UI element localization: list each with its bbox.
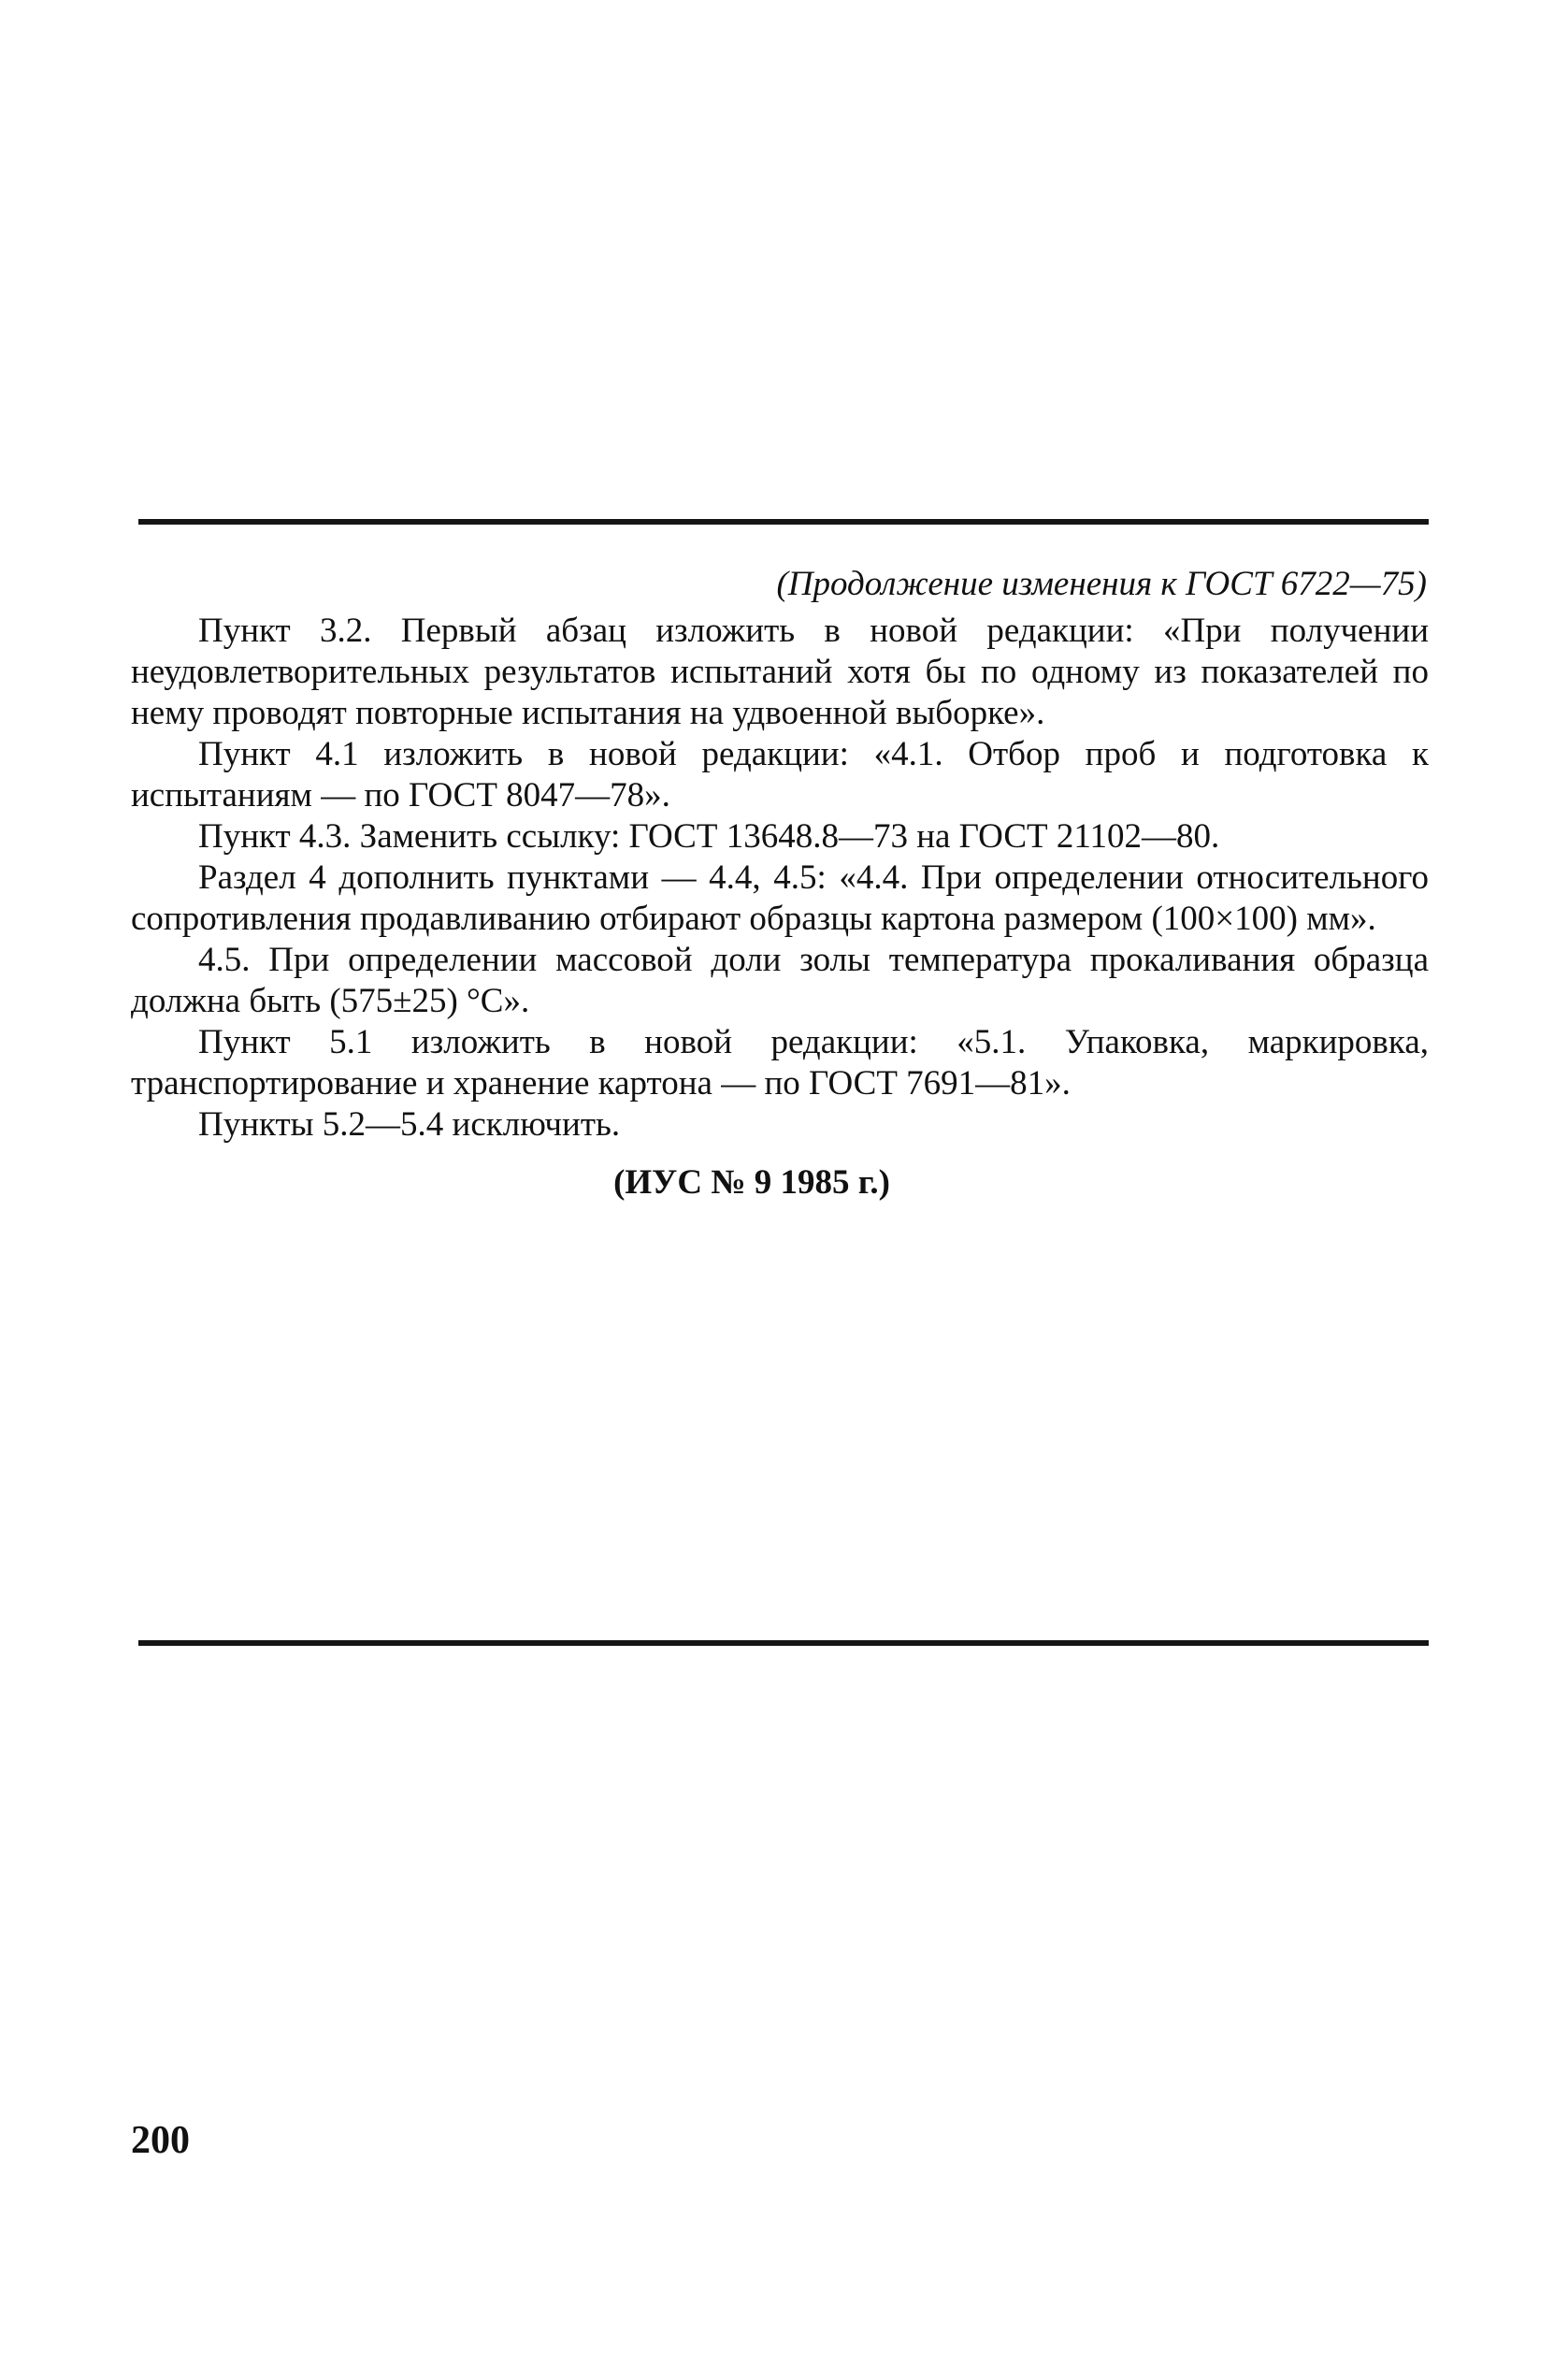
paragraph-5-1: Пункт 5.1 изложить в новой редакции: «5.1. Упаковка, маркировка, транспортирование и хранение картона — по ГОСТ 7691—81». [131, 1023, 1429, 1103]
top-rule [138, 519, 1429, 525]
amendment-text [131, 564, 1429, 1204]
bottom-rule [138, 1640, 1429, 1646]
ius-reference: (ИУС № 9 1985 г.) [613, 1163, 890, 1202]
paragraph-4-3: Пункт 4.3. Заменить ссылку: ГОСТ 13648.8—73 на ГОСТ 21102—80. [198, 817, 1220, 856]
paragraph-3-2: Пункт 3.2. Первый абзац изложить в новой редакции: «При получении неудовлетворительных результатов испытаний хотя бы по одному из показателей по нему проводят повторные испытания на удвоенной выборке». [131, 612, 1429, 732]
paragraph-4-1: Пункт 4.1 изложить в новой редакции: «4.1. Отбор проб и подготовка к испытаниям — по ГОСТ 8047—78». [131, 735, 1429, 814]
paragraph-section-4: Раздел 4 дополнить пунктами — 4.4, 4.5: «4.4. При определении относительного сопротивления продавливанию отбирают образцы картона размером (100×100) мм». [131, 858, 1429, 938]
amendment-heading: (Продолжение изменения к ГОСТ 6722—75) [776, 565, 1427, 603]
paragraph-4-5: 4.5. При определении массовой доли золы температура прокаливания образца должна быть (575±25) °С». [131, 941, 1429, 1020]
paragraph-5-2-5-4: Пункты 5.2—5.4 исключить. [198, 1105, 621, 1144]
page-number: 200 [131, 2119, 190, 2162]
